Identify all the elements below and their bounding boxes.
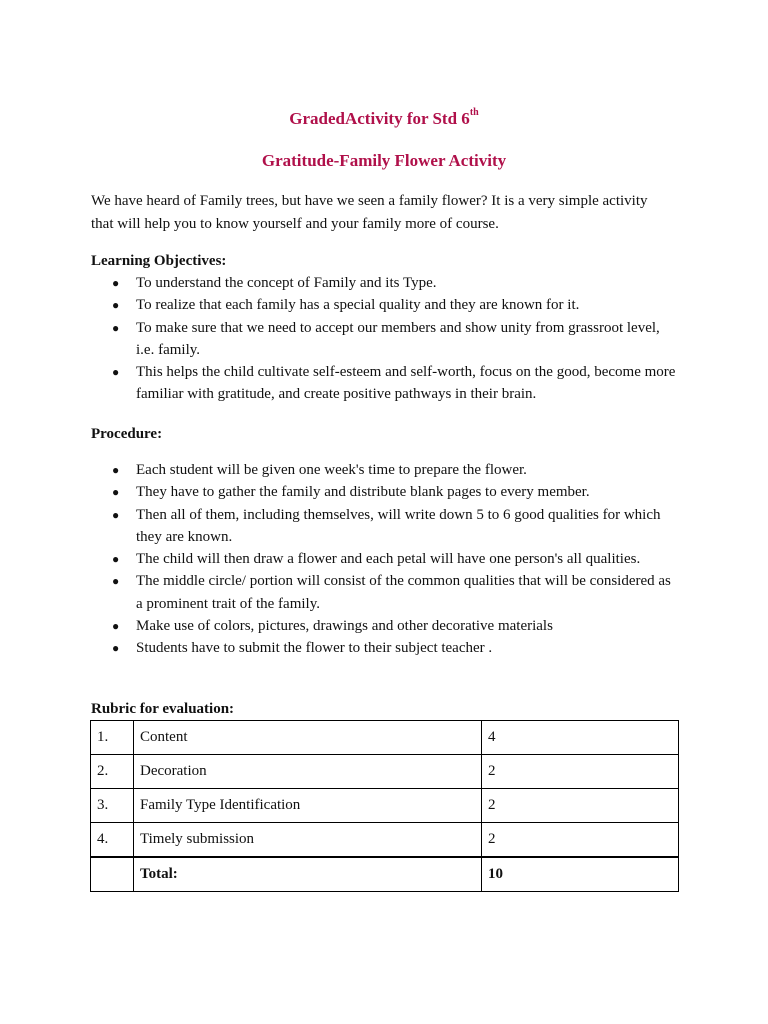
table-cell-criterion: Decoration xyxy=(134,755,482,789)
bullet-icon: ● xyxy=(112,365,120,380)
list-item xyxy=(91,459,681,481)
list-item-text: Make use of colors, pictures, drawings and other decorative materials xyxy=(136,618,553,635)
bullet-icon: ● xyxy=(112,485,120,500)
list-item-text: This helps the child cultivate self-esteem and self-worth, focus on the good, become more familiar with gratitude, and create positive pathways in their brain. xyxy=(136,364,676,403)
list-item-text: To understand the concept of Family and its Type. xyxy=(136,275,437,291)
table-cell-number: 2. xyxy=(91,755,134,789)
table-cell-number: 1. xyxy=(91,721,134,755)
table-cell-criterion: Content xyxy=(134,721,482,755)
list-item-text: Students have to submit the flower to their subject teacher . xyxy=(136,640,493,657)
table-cell-criterion: Timely submission xyxy=(134,823,482,858)
bullet-icon: ● xyxy=(112,276,120,290)
list-item xyxy=(91,615,681,637)
table-cell-marks: 4 xyxy=(482,721,679,755)
list-item xyxy=(91,570,681,615)
list-item xyxy=(91,548,681,570)
table-cell-number xyxy=(91,857,134,892)
bullet-icon: ● xyxy=(112,552,120,567)
table-cell-marks: 2 xyxy=(482,789,679,823)
procedure-list xyxy=(91,459,681,660)
bullet-icon: ● xyxy=(112,298,120,313)
page-title-text: GradedActivity for Std 6 xyxy=(289,109,470,128)
list-item-text: They have to gather the family and distribute blank pages to every member. xyxy=(136,484,590,501)
bullet-icon: ● xyxy=(112,574,120,589)
table-cell-total-marks: 10 xyxy=(482,857,679,892)
list-item xyxy=(91,637,681,659)
table-cell-marks: 2 xyxy=(482,755,679,789)
table-row xyxy=(91,789,679,823)
list-item-text: Then all of them, including themselves, will write down 5 to 6 good qualities for which they are known. xyxy=(136,506,661,545)
bullet-icon: ● xyxy=(112,463,120,477)
list-item xyxy=(91,361,681,406)
intro-paragraph: We have heard of Family trees, but have we seen a family flower? It is a very simple activity that will help you to know yourself and your family more of course. xyxy=(91,193,648,232)
rubric-heading: Rubric for evaluation: xyxy=(91,701,235,717)
table-row xyxy=(91,721,679,755)
bullet-icon: ● xyxy=(112,507,120,522)
list-item xyxy=(91,272,681,294)
table-cell-marks: 2 xyxy=(482,823,679,858)
page-title-superscript: th xyxy=(469,107,479,118)
list-item-text: The middle circle/ portion will consist of the common qualities that will be considered as a prominent trait of the family. xyxy=(136,573,671,612)
table-row xyxy=(91,755,679,789)
list-item xyxy=(91,481,681,503)
objectives-heading: Learning Objectives: xyxy=(91,253,227,269)
table-cell-criterion: Family Type Identification xyxy=(134,789,482,823)
list-item xyxy=(91,294,681,316)
list-item xyxy=(91,504,681,549)
table-cell-number: 3. xyxy=(91,789,134,823)
list-item-text: Each student will be given one week's time to prepare the flower. xyxy=(136,462,527,478)
bullet-icon: ● xyxy=(112,320,120,335)
table-cell-number: 4. xyxy=(91,823,134,858)
table-row xyxy=(91,823,679,858)
bullet-icon: ● xyxy=(112,619,120,634)
table-total-row xyxy=(91,857,679,892)
page-title xyxy=(0,109,768,129)
rubric-table xyxy=(90,720,679,892)
page-subtitle: Gratitude-Family Flower Activity xyxy=(261,151,507,170)
list-item-text: The child will then draw a flower and each petal will have one person's all qualities. xyxy=(136,551,641,568)
list-item-text: To realize that each family has a special quality and they are known for it. xyxy=(136,297,580,314)
bullet-icon: ● xyxy=(112,641,120,656)
list-item xyxy=(91,317,681,362)
list-item-text: To make sure that we need to accept our members and show unity from grassroot level, i.e. family. xyxy=(136,319,660,358)
procedure-heading: Procedure: xyxy=(91,426,163,442)
table-cell-total-label: Total: xyxy=(134,857,482,892)
objectives-list xyxy=(91,272,681,406)
